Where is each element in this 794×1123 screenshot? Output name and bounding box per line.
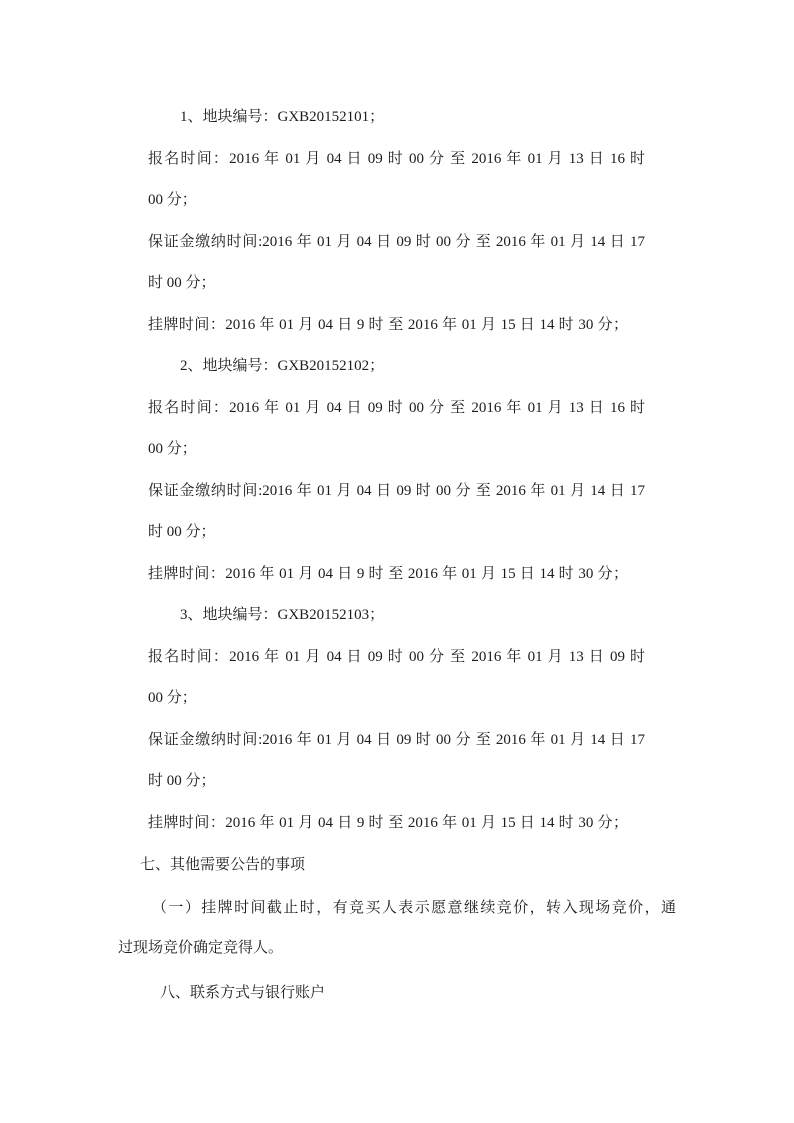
parcel-3-registration-line2: 00 分； (148, 690, 197, 706)
parcel-3-title: 3、地块编号：GXB20152103； (180, 607, 385, 623)
parcel-2-listing-time: 挂牌时间：2016 年 01 月 04 日 9 时 至 2016 年 01 月 15 日 14 时 30 分； (148, 566, 628, 582)
parcel-3-listing-time: 挂牌时间：2016 年 01 月 04 日 9 时 至 2016 年 01 月 15 日 14 时 30 分； (148, 815, 628, 831)
parcel-1-deposit-line2: 时 00 分； (148, 275, 216, 291)
parcel-2-title: 2、地块编号：GXB20152102； (180, 358, 385, 374)
parcel-3-registration-line1: 报名时间：2016 年 01 月 04 日 09 时 00 分 至 2016 年 01 月 13 日 09 时 (148, 649, 645, 665)
parcel-3-deposit-line2: 时 00 分； (148, 773, 216, 789)
parcel-1-listing-time: 挂牌时间：2016 年 01 月 04 日 9 时 至 2016 年 01 月 15 日 14 时 30 分； (148, 317, 628, 333)
section-7-heading: 七、其他需要公告的事项 (140, 857, 306, 873)
parcel-2-deposit-line1: 保证金缴纳时间:2016 年 01 月 04 日 09 时 00 分 至 2016 年 01 月 14 日 17 (148, 483, 645, 499)
section-7-paragraph-line1: （一）挂牌时间截止时，有竞买人表示愿意继续竞价，转入现场竞价，通 (152, 900, 676, 916)
parcel-1-registration-line1: 报名时间：2016 年 01 月 04 日 09 时 00 分 至 2016 年 01 月 13 日 16 时 (148, 151, 645, 167)
parcel-2-deposit-line2: 时 00 分； (148, 524, 216, 540)
section-8-heading: 八、联系方式与银行账户 (160, 985, 326, 1001)
parcel-2-registration-line1: 报名时间：2016 年 01 月 04 日 09 时 00 分 至 2016 年 01 月 13 日 16 时 (148, 400, 645, 416)
parcel-2-registration-line2: 00 分； (148, 441, 197, 457)
parcel-1-deposit-line1: 保证金缴纳时间:2016 年 01 月 04 日 09 时 00 分 至 2016 年 01 月 14 日 17 (148, 234, 645, 250)
parcel-1-title: 1、地块编号：GXB20152101； (180, 109, 385, 125)
parcel-1-registration-line2: 00 分； (148, 192, 197, 208)
parcel-3-deposit-line1: 保证金缴纳时间:2016 年 01 月 04 日 09 时 00 分 至 2016 年 01 月 14 日 17 (148, 732, 645, 748)
section-7-paragraph-line2: 过现场竞价确定竞得人。 (118, 940, 284, 956)
